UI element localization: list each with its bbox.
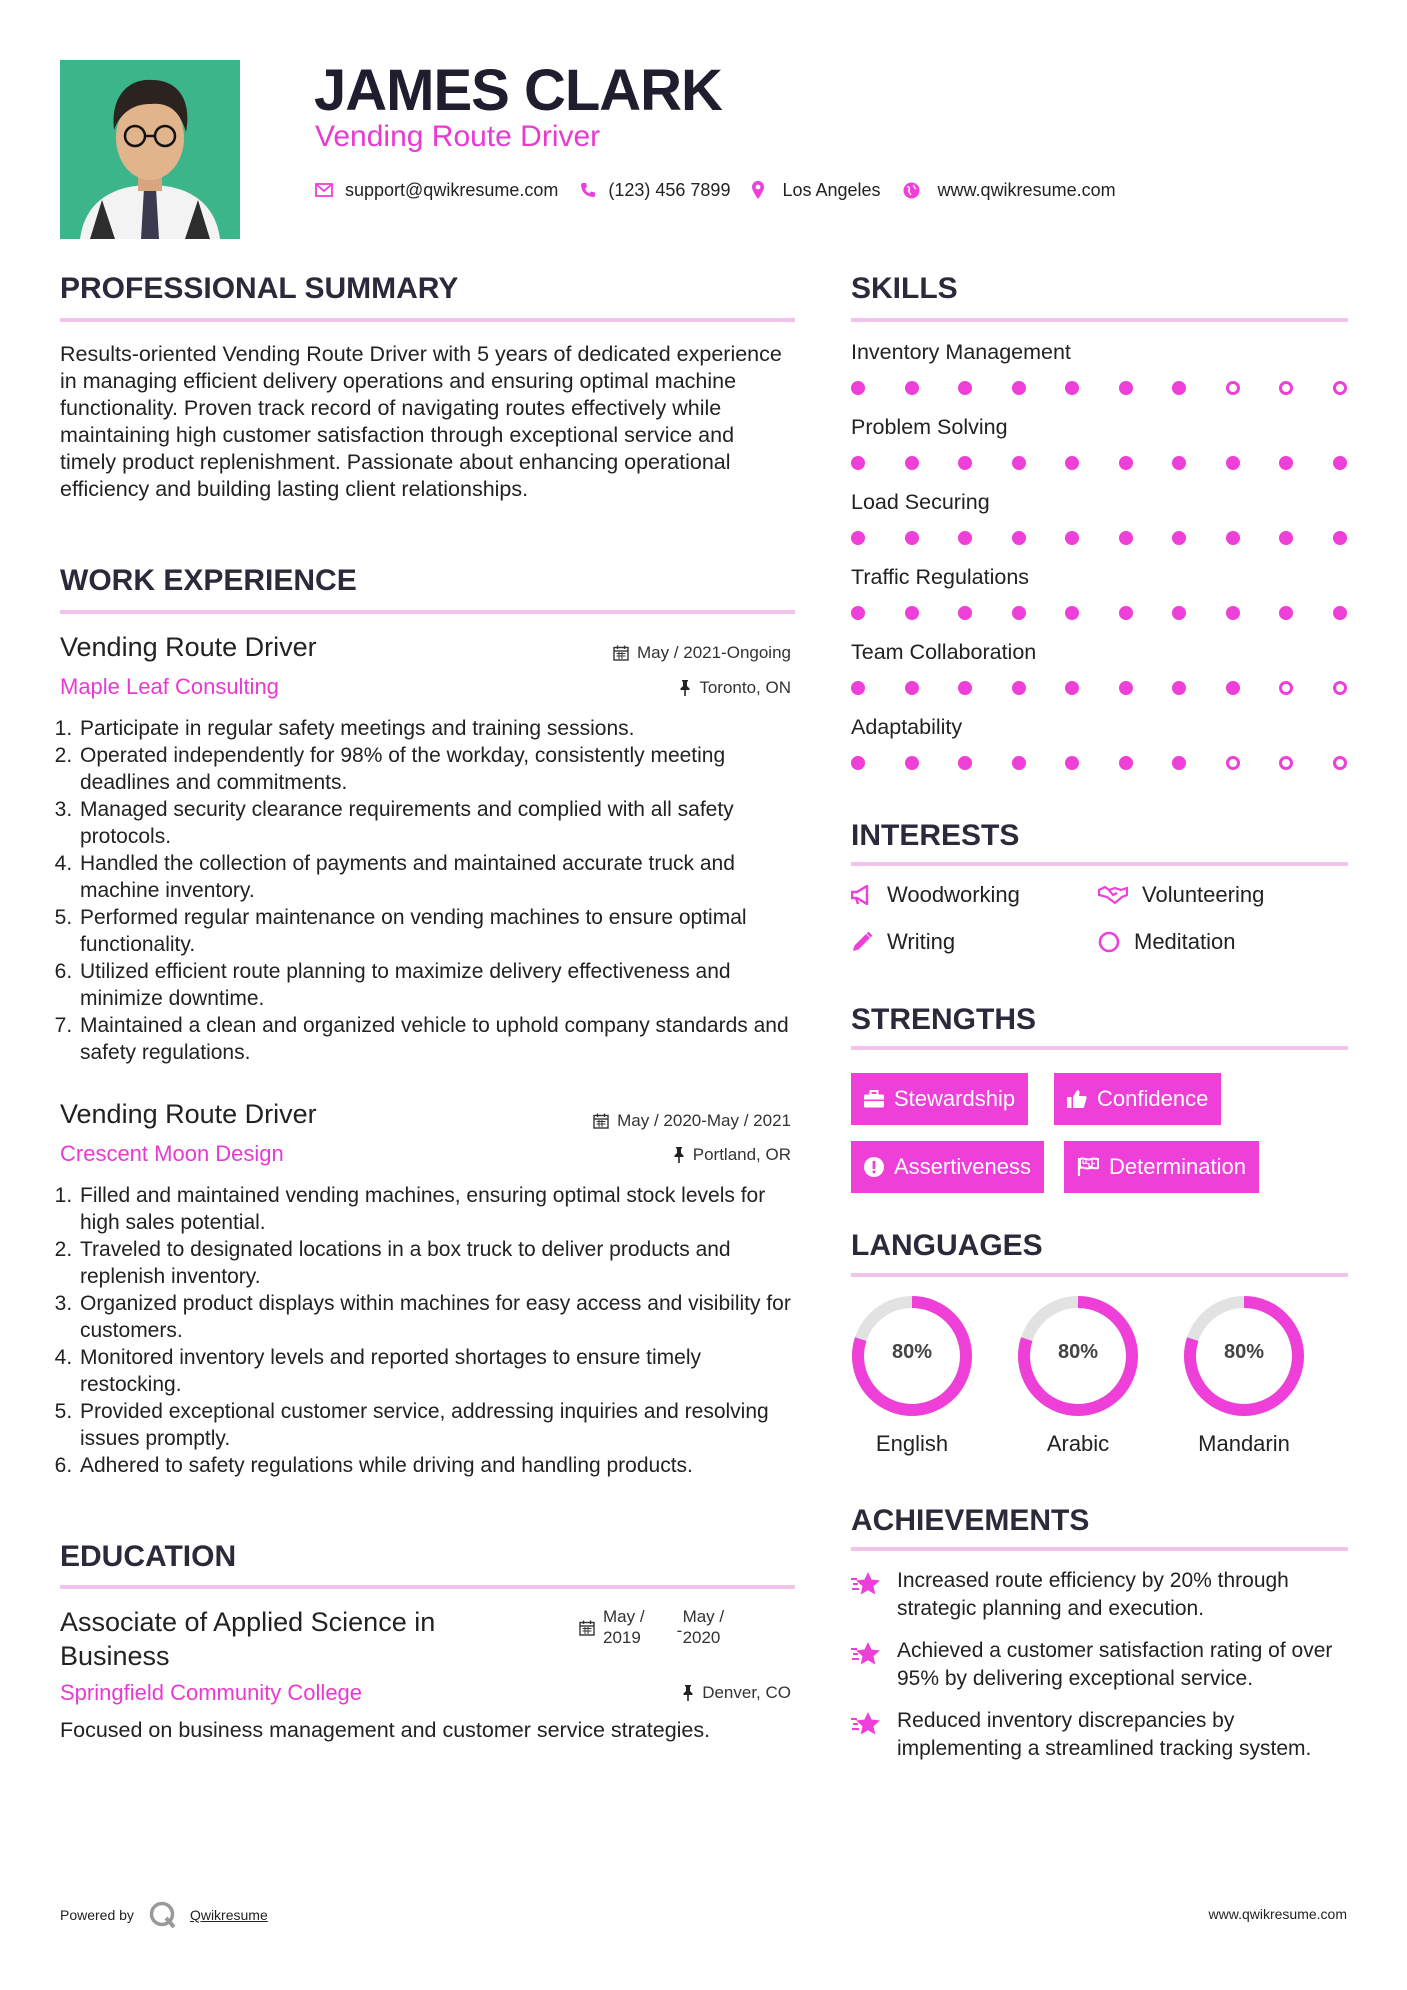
language-percent: 80% bbox=[891, 1341, 933, 1363]
rating-dot-empty bbox=[1226, 756, 1240, 770]
contact-website[interactable] bbox=[903, 180, 1116, 201]
list-item: 1. Filled and maintained vending machines, ensuring optimal stock levels for high sales potential. bbox=[78, 1182, 798, 1236]
list-item: 6. Utilized efficient route planning to maximize delivery effectiveness and minimize downtime. bbox=[78, 958, 798, 1012]
calendar-icon bbox=[613, 645, 629, 661]
rating-dot-filled bbox=[1279, 531, 1293, 545]
skill-rating bbox=[851, 381, 1347, 395]
circle-icon bbox=[1098, 931, 1120, 953]
list-item: 5. Performed regular maintenance on vending machines to ensure optimal functionality. bbox=[78, 904, 798, 958]
rating-dot-filled bbox=[1172, 681, 1186, 695]
degree-title: Associate of Applied Science in Business bbox=[60, 1607, 436, 1671]
pushpin-icon bbox=[679, 680, 691, 696]
flag-icon bbox=[1077, 1157, 1099, 1177]
email-text: support@qwikresume.com bbox=[345, 179, 559, 200]
list-item: 2. Traveled to designated locations in a box truck to deliver products and replenish inventory. bbox=[78, 1236, 798, 1290]
rating-dot-filled bbox=[851, 531, 865, 545]
summary-text: Results-oriented Vending Route Driver with 5 years of dedicated experience in managing efficient delivery operations and ensuring optimal machine functionality. Proven track record of navigating routes effectively while maintaining high customer satisfaction through exceptional service and timely product replenishment. Passionate about enhancing operational efficiency and building lasting client relationships. bbox=[60, 342, 782, 501]
skill-rating bbox=[851, 531, 1347, 545]
job-dates bbox=[613, 643, 791, 663]
rating-dot-filled bbox=[905, 531, 919, 545]
interest-item: Woodworking bbox=[851, 882, 1020, 908]
rating-dot-filled bbox=[1172, 531, 1186, 545]
language-item bbox=[850, 1294, 974, 1456]
education-start: May / 2019 bbox=[603, 1607, 645, 1647]
job-dates-text: May / 2021-Ongoing bbox=[636, 643, 791, 662]
company-name: Crescent Moon Design bbox=[60, 1141, 284, 1166]
profile-photo bbox=[60, 60, 240, 239]
rating-dot-filled bbox=[1012, 756, 1026, 770]
skill-name: Adaptability bbox=[851, 715, 963, 739]
job-duties-list bbox=[60, 715, 798, 1066]
language-percent: 80% bbox=[1223, 1341, 1265, 1363]
experience-heading: WORK EXPERIENCE bbox=[60, 564, 357, 597]
rating-dot-filled bbox=[905, 456, 919, 470]
interests-divider bbox=[851, 862, 1348, 866]
calendar-icon bbox=[593, 1113, 609, 1129]
achievement-item: Achieved a customer satisfaction rating of over 95% by delivering exceptional service. bbox=[851, 1637, 1347, 1693]
skill-name: Traffic Regulations bbox=[851, 565, 1030, 589]
skill-name: Team Collaboration bbox=[851, 640, 1037, 664]
school-name: Springfield Community College bbox=[60, 1680, 363, 1705]
language-item bbox=[1182, 1294, 1306, 1456]
language-name: Mandarin bbox=[1198, 1431, 1290, 1456]
rating-dot-filled bbox=[1065, 381, 1079, 395]
skill-name: Load Securing bbox=[851, 490, 990, 514]
strengths-heading: STRENGTHS bbox=[851, 1003, 1037, 1036]
achievements-heading: ACHIEVEMENTS bbox=[851, 1504, 1090, 1537]
rating-dot-filled bbox=[905, 756, 919, 770]
rating-dot-empty bbox=[1279, 681, 1293, 695]
strength-tag: Assertiveness bbox=[851, 1141, 1044, 1193]
rating-dot-filled bbox=[1333, 456, 1347, 470]
rating-dot-filled bbox=[905, 681, 919, 695]
skills-heading: SKILLS bbox=[851, 272, 958, 305]
education-heading: EDUCATION bbox=[60, 1540, 237, 1573]
list-item: 5. Provided exceptional customer service, addressing inquiries and resolving issues promptly. bbox=[78, 1398, 798, 1452]
calendar-icon bbox=[579, 1620, 595, 1636]
rating-dot-filled bbox=[958, 681, 972, 695]
language-name: Arabic bbox=[1046, 1431, 1110, 1456]
rating-dot-filled bbox=[1119, 531, 1133, 545]
star-burst-icon bbox=[851, 1641, 883, 1667]
contact-location bbox=[752, 180, 880, 201]
interests-heading: INTERESTS bbox=[851, 819, 1020, 852]
list-item: 7. Maintained a clean and organized vehicle to uphold company standards and safety regulations. bbox=[78, 1012, 798, 1066]
education-end: May / - 2020 bbox=[676, 1607, 725, 1647]
language-percent: 80% bbox=[1057, 1341, 1099, 1363]
phone-icon bbox=[580, 182, 596, 198]
contact-row bbox=[315, 176, 1138, 204]
rating-dot-filled bbox=[1119, 456, 1133, 470]
rating-dot-filled bbox=[1012, 456, 1026, 470]
job-location-text: Portland, OR bbox=[692, 1145, 791, 1164]
rating-dot-filled bbox=[1065, 456, 1079, 470]
experience-divider bbox=[60, 610, 795, 614]
interest-item: Writing bbox=[851, 929, 955, 955]
skill-name: Inventory Management bbox=[851, 340, 1071, 364]
rating-dot-filled bbox=[958, 606, 972, 620]
rating-dot-filled bbox=[1012, 606, 1026, 620]
job-duties-list bbox=[60, 1182, 798, 1479]
rating-dot-filled bbox=[905, 381, 919, 395]
achievements-divider bbox=[851, 1547, 1348, 1551]
skills-divider bbox=[851, 318, 1348, 322]
briefcase-icon bbox=[864, 1090, 884, 1108]
job-title: Vending Route Driver bbox=[60, 1099, 317, 1129]
footer-brand-link[interactable]: Qwikresume bbox=[189, 1907, 268, 1923]
rating-dot-filled bbox=[1065, 756, 1079, 770]
phone-text: (123) 456 7899 bbox=[608, 179, 731, 200]
list-item: 4. Handled the collection of payments and maintained accurate truck and machine inventory. bbox=[78, 850, 798, 904]
pushpin-icon bbox=[682, 1685, 694, 1701]
list-item: 3. Managed security clearance requirements and complied with all safety protocols. bbox=[78, 796, 798, 850]
candidate-name: JAMES CLARK bbox=[314, 58, 722, 123]
summary-heading: PROFESSIONAL SUMMARY bbox=[60, 272, 459, 305]
job-dates bbox=[593, 1111, 791, 1131]
strengths-divider bbox=[851, 1046, 1348, 1050]
pushpin-icon bbox=[673, 1147, 685, 1163]
candidate-role: Vending Route Driver bbox=[315, 120, 601, 153]
rating-dot-filled bbox=[958, 531, 972, 545]
strength-tag: Determination bbox=[1064, 1141, 1259, 1193]
exclamation-icon bbox=[864, 1157, 884, 1177]
rating-dot-filled bbox=[1119, 756, 1133, 770]
rating-dot-filled bbox=[958, 381, 972, 395]
rating-dot-filled bbox=[851, 681, 865, 695]
achievement-item: Increased route efficiency by 20% through strategic planning and execution. bbox=[851, 1567, 1347, 1623]
skill-rating bbox=[851, 681, 1347, 695]
thumbs-up-icon bbox=[1067, 1089, 1087, 1109]
rating-dot-filled bbox=[1172, 756, 1186, 770]
list-item: 2. Operated independently for 98% of the workday, consistently meeting deadlines and commitments. bbox=[78, 742, 798, 796]
rating-dot-filled bbox=[1119, 681, 1133, 695]
pencil-icon bbox=[851, 931, 873, 953]
languages-heading: LANGUAGES bbox=[851, 1229, 1043, 1262]
rating-dot-filled bbox=[1279, 606, 1293, 620]
rating-dot-filled bbox=[1012, 531, 1026, 545]
rating-dot-filled bbox=[905, 606, 919, 620]
summary-divider bbox=[60, 318, 795, 322]
job-location-text: Toronto, ON bbox=[699, 678, 791, 697]
contact-phone[interactable] bbox=[580, 180, 730, 201]
job-dates-text: May / 2020-May / 2021 bbox=[617, 1111, 791, 1130]
rating-dot-filled bbox=[1065, 606, 1079, 620]
list-item: 3. Organized product displays within machines for easy access and visibility for customers. bbox=[78, 1290, 798, 1344]
language-name: English bbox=[875, 1431, 949, 1456]
interest-item: Volunteering bbox=[1098, 882, 1264, 908]
job-location bbox=[673, 1145, 791, 1165]
rating-dot-filled bbox=[958, 756, 972, 770]
rating-dot-filled bbox=[1226, 456, 1240, 470]
rating-dot-filled bbox=[851, 456, 865, 470]
rating-dot-filled bbox=[1172, 381, 1186, 395]
education-location-text: Denver, CO bbox=[702, 1683, 791, 1702]
rating-dot-filled bbox=[1065, 681, 1079, 695]
handshake-icon bbox=[1098, 885, 1128, 905]
location-text: Los Angeles bbox=[782, 179, 881, 200]
contact-email[interactable] bbox=[315, 180, 558, 201]
rating-dot-empty bbox=[1333, 381, 1347, 395]
rating-dot-filled bbox=[958, 456, 972, 470]
interest-item: Meditation bbox=[1098, 929, 1236, 955]
job-title: Vending Route Driver bbox=[60, 632, 317, 662]
rating-dot-filled bbox=[1172, 456, 1186, 470]
job-location bbox=[679, 678, 791, 698]
rating-dot-filled bbox=[1012, 681, 1026, 695]
footer-powered-by: Powered by Qwikresume bbox=[60, 1900, 268, 1930]
skill-name: Problem Solving bbox=[851, 415, 1008, 439]
list-item: 4. Monitored inventory levels and reported shortages to ensure timely restocking. bbox=[78, 1344, 798, 1398]
rating-dot-filled bbox=[851, 381, 865, 395]
megaphone-icon bbox=[851, 885, 873, 905]
star-burst-icon bbox=[851, 1571, 883, 1597]
rating-dot-filled bbox=[1333, 531, 1347, 545]
company-name: Maple Leaf Consulting bbox=[60, 674, 279, 699]
rating-dot-filled bbox=[1012, 381, 1026, 395]
education-divider bbox=[60, 1585, 795, 1589]
rating-dot-filled bbox=[1333, 606, 1347, 620]
skill-rating bbox=[851, 756, 1347, 770]
globe-icon bbox=[903, 182, 920, 199]
achievement-item: Reduced inventory discrepancies by implementing a streamlined tracking system. bbox=[851, 1707, 1347, 1763]
envelope-icon bbox=[315, 183, 333, 197]
rating-dot-empty bbox=[1226, 381, 1240, 395]
list-item: 1. Participate in regular safety meetings and training sessions. bbox=[78, 715, 798, 742]
rating-dot-empty bbox=[1279, 756, 1293, 770]
map-pin-icon bbox=[752, 181, 764, 199]
footer-website[interactable]: www.qwikresume.com bbox=[1208, 1906, 1347, 1922]
rating-dot-empty bbox=[1279, 381, 1293, 395]
education-dates bbox=[579, 1606, 724, 1648]
rating-dot-filled bbox=[1226, 606, 1240, 620]
rating-dot-filled bbox=[1119, 606, 1133, 620]
website-text: www.qwikresume.com bbox=[937, 179, 1116, 200]
rating-dot-filled bbox=[1119, 381, 1133, 395]
strength-tag: Confidence bbox=[1054, 1073, 1221, 1125]
language-item bbox=[1016, 1294, 1140, 1456]
rating-dot-empty bbox=[1333, 681, 1347, 695]
rating-dot-filled bbox=[851, 756, 865, 770]
qwikresume-logo-icon bbox=[148, 1900, 178, 1930]
strength-tag: Stewardship bbox=[851, 1073, 1028, 1125]
list-item: 6. Adhered to safety regulations while driving and handling products. bbox=[78, 1452, 798, 1479]
education-location bbox=[682, 1683, 791, 1703]
rating-dot-filled bbox=[1226, 681, 1240, 695]
education-description: Focused on business management and customer service strategies. bbox=[60, 1718, 711, 1742]
rating-dot-filled bbox=[1172, 606, 1186, 620]
languages-divider bbox=[851, 1273, 1348, 1277]
rating-dot-filled bbox=[851, 606, 865, 620]
rating-dot-filled bbox=[1065, 531, 1079, 545]
skill-rating bbox=[851, 456, 1347, 470]
rating-dot-filled bbox=[1279, 456, 1293, 470]
rating-dot-empty bbox=[1333, 756, 1347, 770]
rating-dot-filled bbox=[1226, 531, 1240, 545]
star-burst-icon bbox=[851, 1711, 883, 1737]
skill-rating bbox=[851, 606, 1347, 620]
